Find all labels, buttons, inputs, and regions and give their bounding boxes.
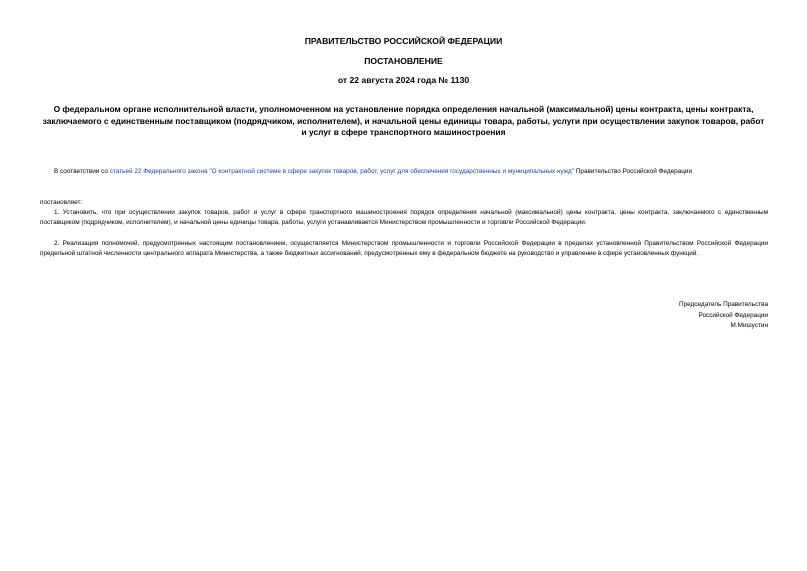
document-subject-title: О федеральном органе исполнительной власти, уполномоченном на установление порядка определения начальной (максимальной) цены контракта, цены контракта, заключаемого с единственным поставщиком (подрядчиком, исполнителем), и начальной цены единицы товара, работы, услуги при осуществлении закупок товаров, работ и услуг в сфере транспортного машиностроения [42,104,765,137]
resolves-line: постановляет: [40,199,83,206]
date-number-heading: от 22 августа 2024 года № 1130 [337,75,470,85]
item-1-paragraph: 1. Установить, что при осуществлении закупок товаров, работ и услуг в сфере транспортного машиностроения порядок определения начальной (максимальной) цены контракта, цены контракта, заключаемого с единственным поставщиком (подрядчиком, исполнителем), и начальной цены единицы товара, работы, услуги устанавливается Министерством промышленности и торговли Российской Федерации. [40,209,768,227]
government-heading: ПРАВИТЕЛЬСТВО РОССИЙСКОЙ ФЕДЕРАЦИИ [304,36,503,46]
signature-title-line-1: Председатель Правительства [679,301,768,308]
signature-title-line-2: Российской Федерации [698,312,768,319]
federal-law-link[interactable]: статьей 22 Федерального закона "О контрактной системе в сфере закупок товаров, работ, услуг для обеспечения государственных и муниципальных нужд" [109,168,575,175]
signature-name: М.Мишустин [730,322,768,329]
preamble-prefix: В соответствии со [54,168,110,175]
preamble-suffix: Правительство Российской Федерации [574,168,693,175]
item-2-paragraph: 2. Реализация полномочий, предусмотренных настоящим постановлением, осуществляется Министерством промышленности и торговли Российской Федерации в пределах установленной Правительством Российской Федерации предельной штатной численности центрального аппарата Министерства, а также бюджетных ассигнований, предусмотренных ему в федеральном бюджете на руководство и управление в сфере установленных функций. [40,240,768,258]
preamble-paragraph [40,167,768,177]
document-type-heading: ПОСТАНОВЛЕНИЕ [364,56,443,66]
